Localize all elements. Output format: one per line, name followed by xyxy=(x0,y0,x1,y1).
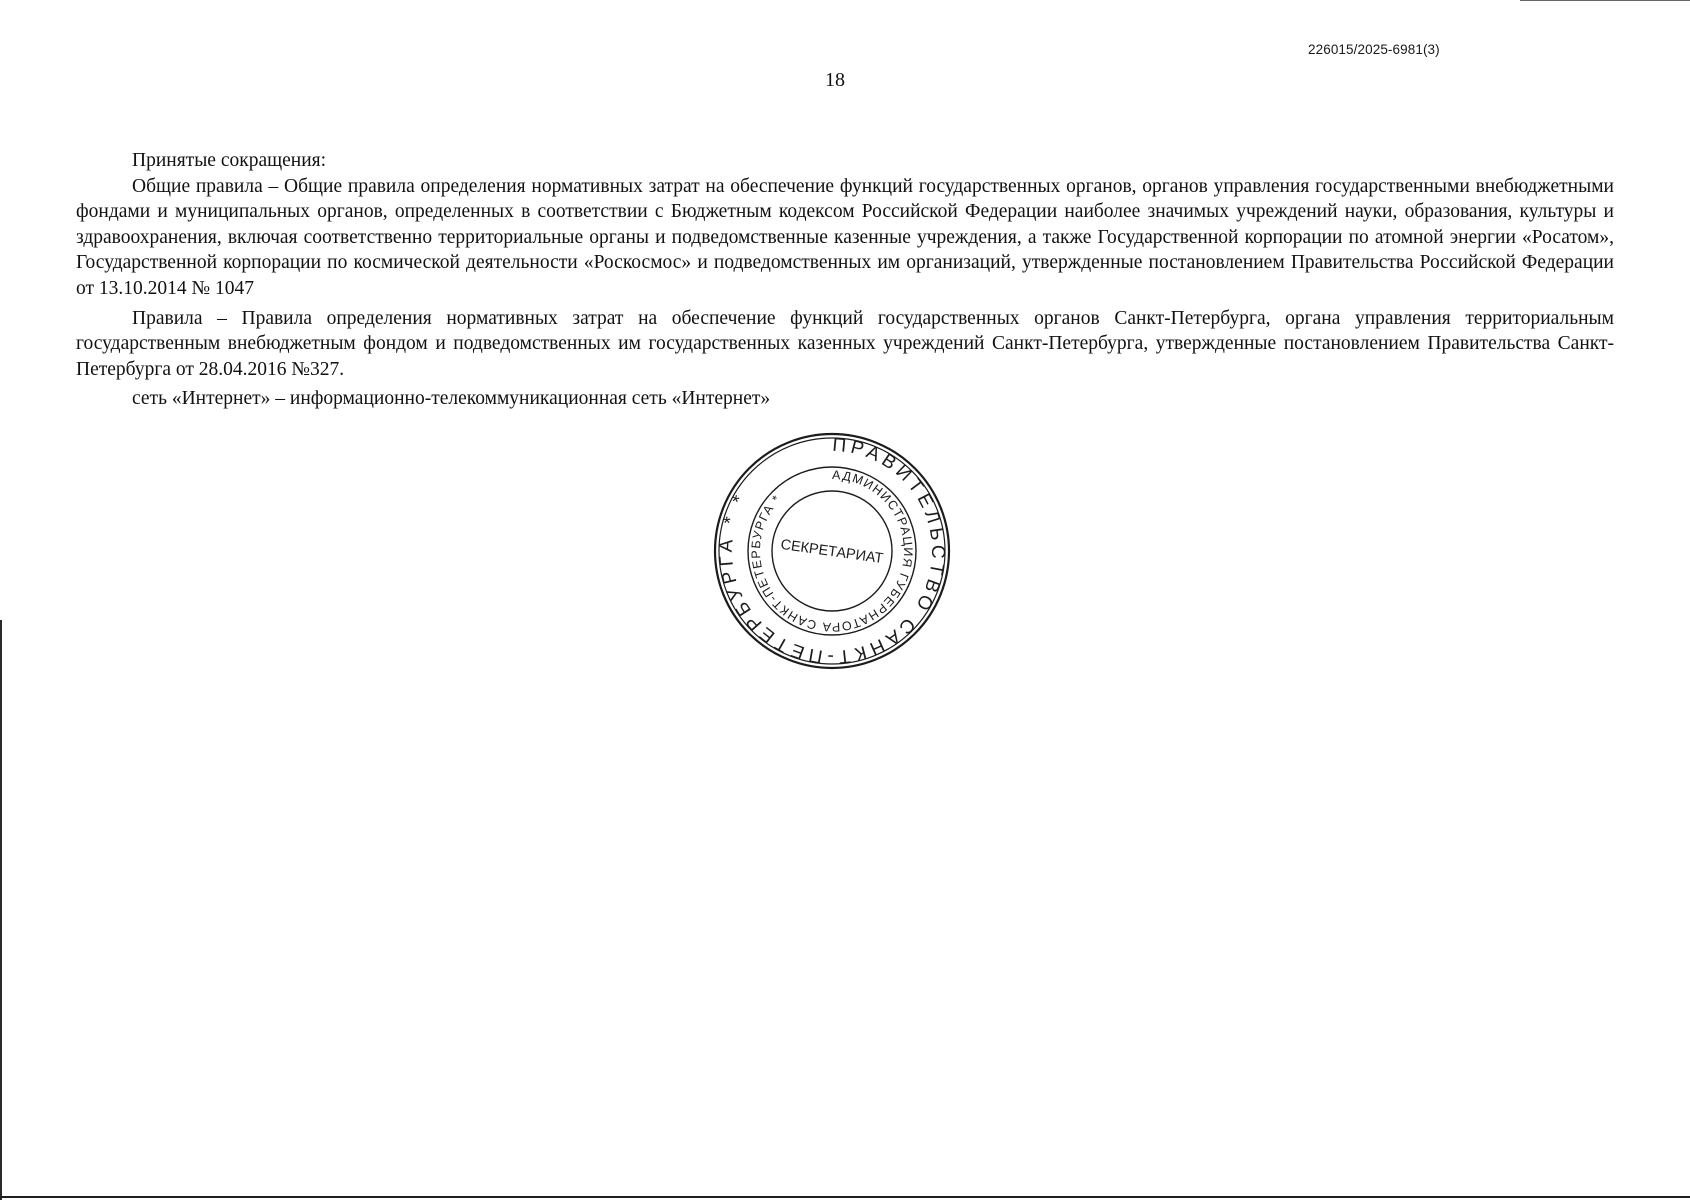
scan-border-top xyxy=(1520,0,1690,1)
scan-border-left xyxy=(0,620,2,1200)
abbreviations-heading: Принятые сокращения: xyxy=(132,150,327,171)
document-registration-number: 226015/2025-6981(3) xyxy=(1308,42,1440,57)
paragraph-rules: Правила – Правила определения нормативных затрат на обеспечение функций государственных органов Санкт-Петербурга, органа управления территориальным государственным внебюджетным фондом и подведомственных им государственных казенных учреждений Санкт-Петербурга, утвержденные постановлением Правительства Санкт-Петербурга от 28.04.2016 №327. xyxy=(76,307,1614,380)
seal-outer-textpath: ПРАВИТЕЛЬСТВО САНКТ-ПЕТЕРБУРГА * * xyxy=(715,434,949,668)
seal-center-text: СЕКРЕТАРИАТ xyxy=(779,536,885,568)
scan-border-bottom xyxy=(0,1196,1690,1198)
page-number: 18 xyxy=(825,69,845,91)
paragraph-general-rules: Общие правила – Общие правила определения нормативных затрат на обеспечение функций государственных органов, органов управления государственными внебюджетными фондами и муниципальных органов, определенных в соответствии с Бюджетным кодексом Российской Федерации наиболее значимых учреждений науки, образования, культуры и здравоохранения, включая соответственно территориальные органы и подведомственные казенные учреждения, а также Государственной корпорации по атомной энергии «Росатом», Государственной корпорации по космической деятельности «Роскосмос» и подведомственных им организаций, утвержденные постановлением Правительства Российской Федерации от 13.10.2014 № 1047 xyxy=(76,175,1614,299)
paragraph-internet: сеть «Интернет» – информационно-телекоммуникационная сеть «Интернет» xyxy=(132,388,771,410)
seal-inner-textpath: АДМИНИСТРАЦИЯ ГУБЕРНАТОРА САНКТ-ПЕТЕРБУРГА * xyxy=(748,467,916,635)
official-seal-stamp xyxy=(712,431,952,671)
document-body xyxy=(76,148,1614,412)
